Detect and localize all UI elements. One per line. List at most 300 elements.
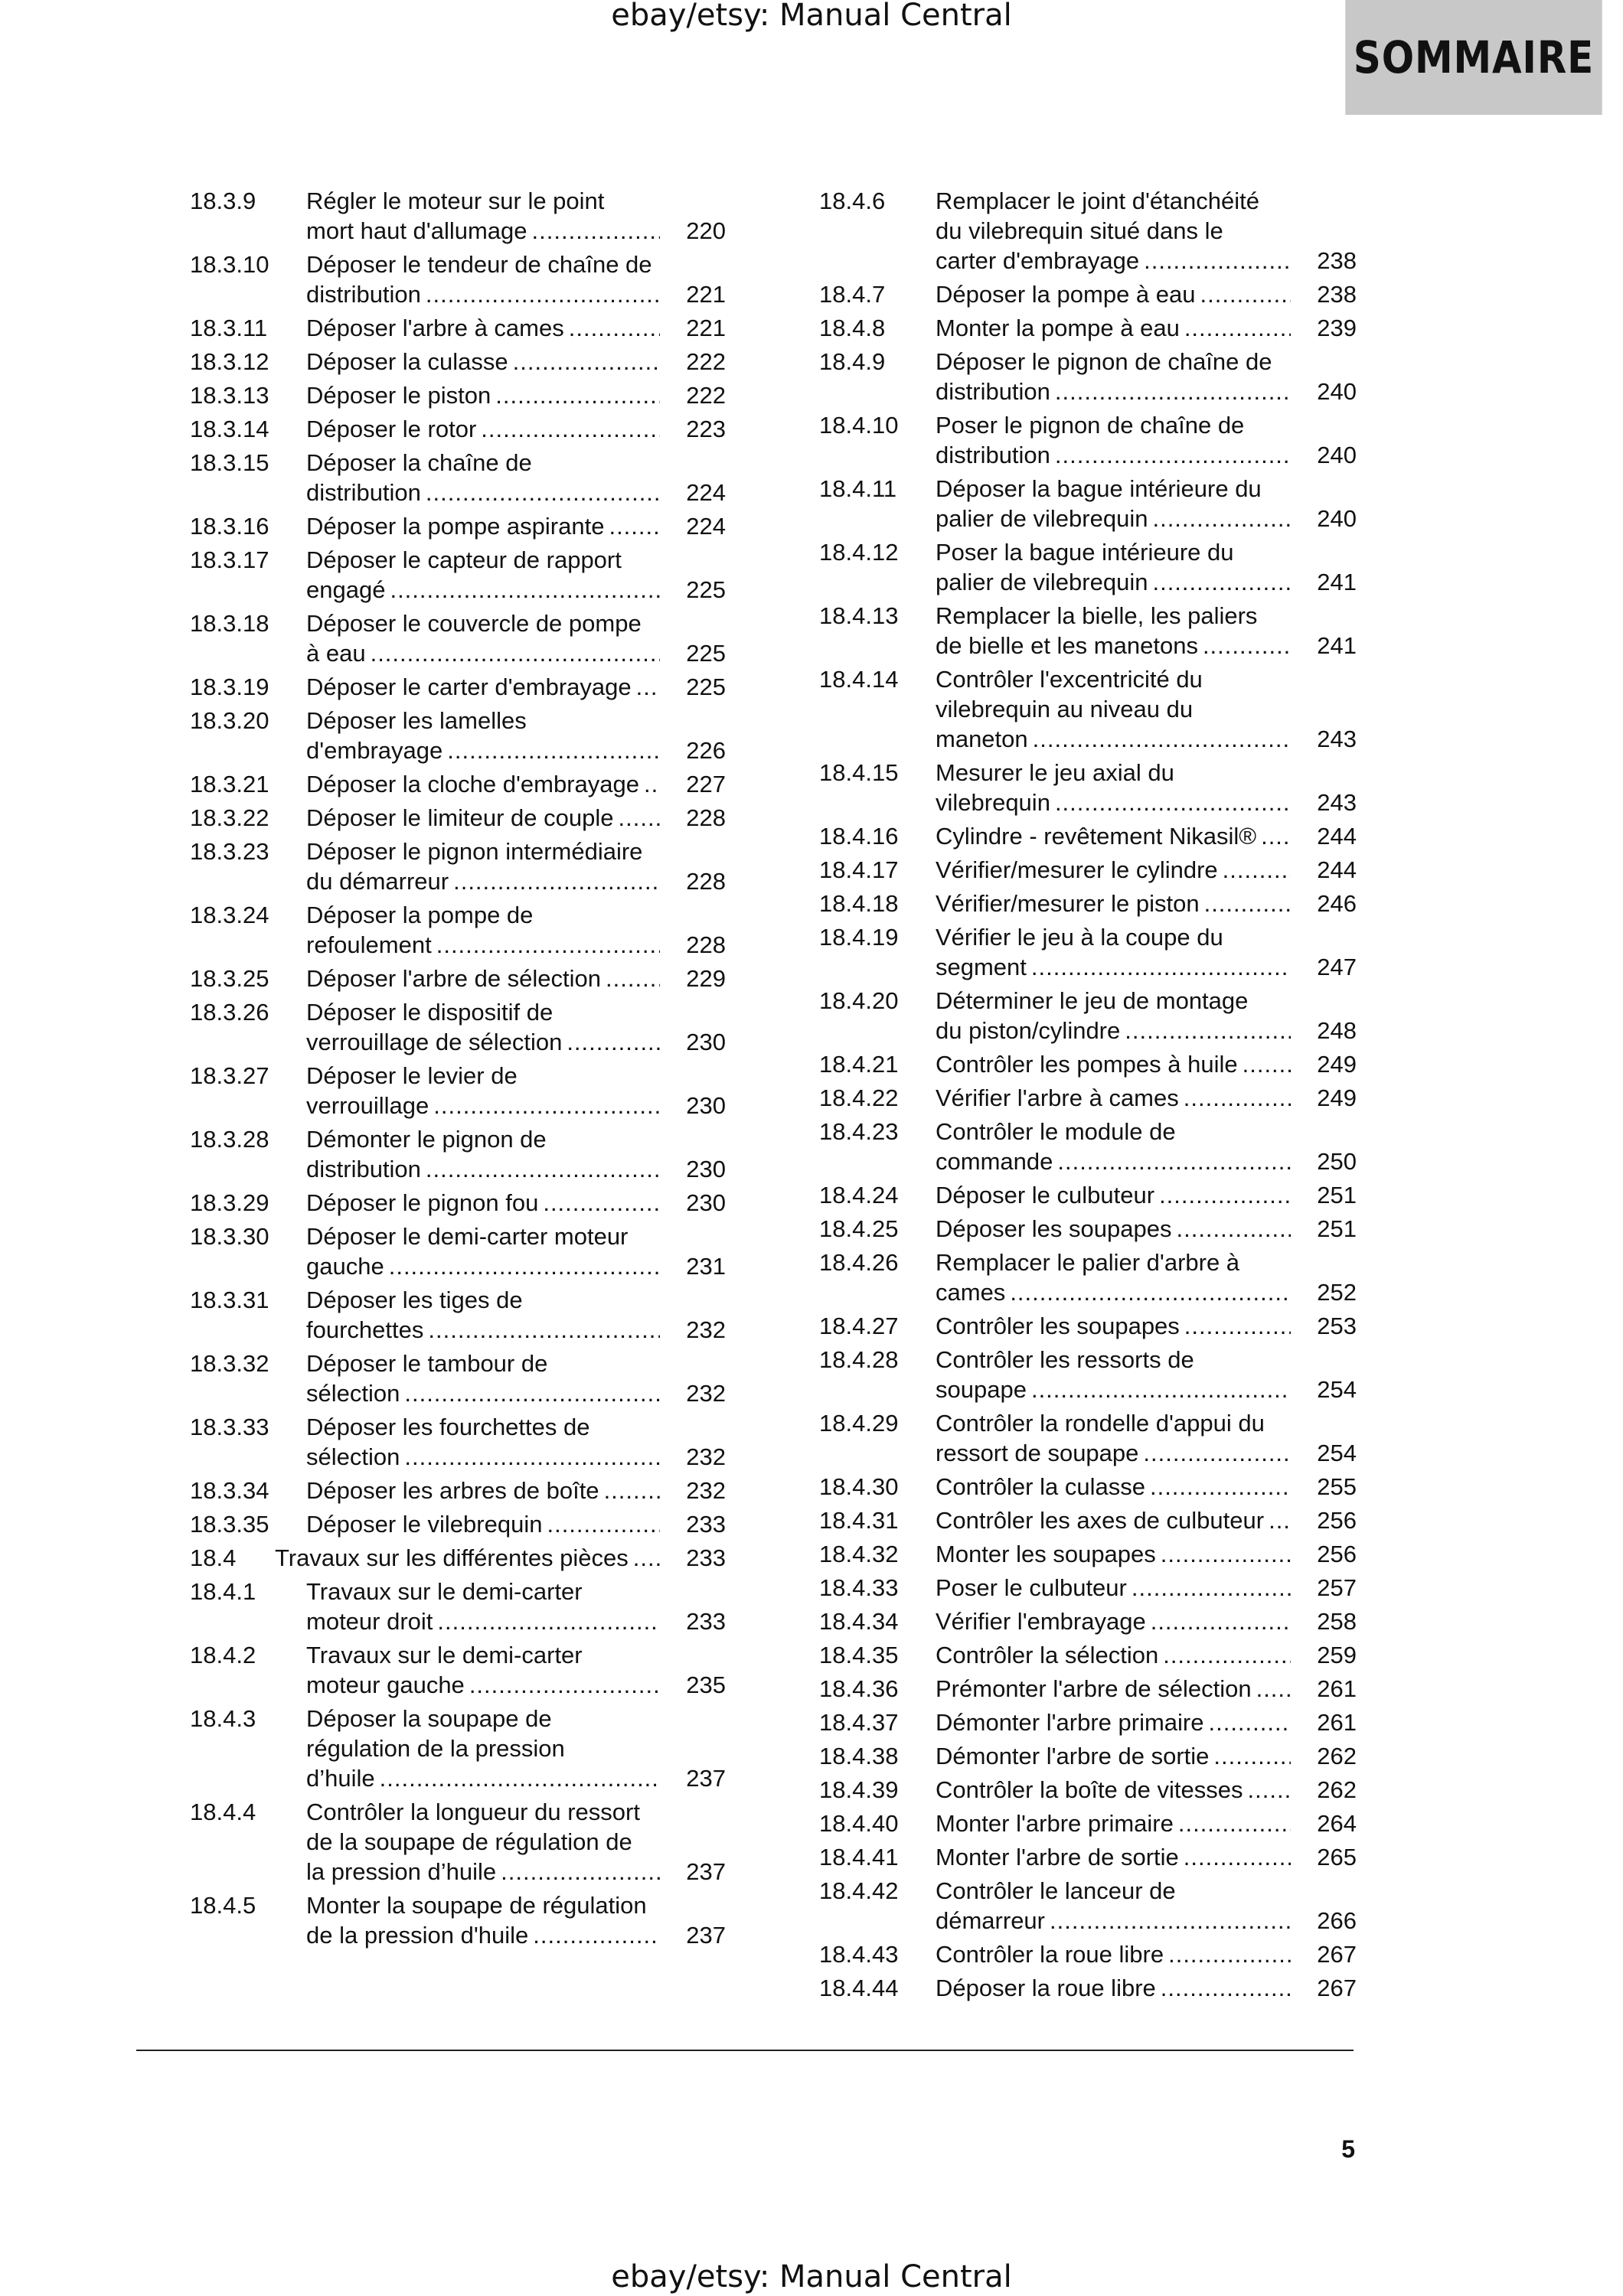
toc-entry[interactable]: [819, 1876, 1357, 1936]
toc-column-right: [819, 186, 1357, 2007]
toc-entry[interactable]: [190, 769, 726, 799]
toc-entry-title-line: [936, 1472, 1294, 1502]
toc-entry-title-line: Déposer les fourchettes de: [306, 1414, 590, 1440]
toc-entry-page: 233: [686, 1608, 726, 1635]
toc-entry-title: [936, 1247, 1357, 1307]
toc-entry-title-line: [936, 855, 1294, 885]
dot-leader: [426, 279, 660, 309]
toc-entry[interactable]: [190, 1577, 726, 1636]
toc-entry-title-line: [936, 567, 1294, 597]
toc-entry[interactable]: [190, 1640, 726, 1700]
toc-entry-title-text: d'embrayage: [306, 737, 443, 764]
toc-entry-title-line: [936, 1674, 1294, 1704]
toc-entry-number: 18.3.34: [190, 1477, 269, 1504]
toc-entry-title-line: [306, 930, 663, 960]
toc-entry-title: [936, 1049, 1357, 1079]
toc-entry-page: 232: [686, 1443, 726, 1470]
dot-leader: [1159, 1180, 1291, 1210]
dot-leader: [481, 414, 660, 444]
toc-entry[interactable]: [190, 672, 726, 702]
toc-entry-title-line: [306, 347, 663, 377]
toc-entry-number: 18.3.33: [190, 1414, 269, 1440]
toc-entry-title-text: Monter la pompe à eau: [936, 315, 1180, 341]
toc-entry-title-line: [306, 575, 663, 605]
toc-entry-title: [306, 448, 726, 507]
dot-leader: [1213, 1741, 1291, 1771]
toc-entry[interactable]: [190, 1412, 726, 1472]
toc-entry[interactable]: [190, 837, 726, 896]
toc-entry[interactable]: [190, 900, 726, 960]
toc-entry[interactable]: [819, 1842, 1357, 1872]
toc-entry-title: [936, 1345, 1357, 1404]
toc-entry-title: [306, 769, 726, 799]
toc-entry-title-line: Mesurer le jeu axial du: [936, 759, 1174, 786]
toc-entry-title-line: [936, 1311, 1294, 1341]
toc-entry-title: [936, 1939, 1357, 1969]
toc-entry-title-line: Remplacer la bielle, les paliers: [936, 602, 1258, 629]
dot-leader: [433, 1091, 660, 1120]
toc-entry-title-line: [936, 1775, 1294, 1805]
toc-entry-title: [936, 279, 1357, 309]
toc-entry-page: 248: [1317, 1017, 1357, 1044]
toc-entry[interactable]: [190, 1509, 726, 1539]
toc-entry-title: [306, 1577, 726, 1636]
toc-entry-number: 18.4.24: [819, 1182, 899, 1208]
toc-entry-title: [936, 758, 1357, 817]
dot-leader: [1055, 377, 1291, 406]
toc-entry-title-line: [936, 1707, 1294, 1737]
toc-entry-page: 256: [1317, 1541, 1357, 1567]
toc-entry-title-line: [936, 1741, 1294, 1771]
toc-entry-title-line: [306, 1154, 663, 1184]
toc-entry[interactable]: [190, 1476, 726, 1505]
toc-entry[interactable]: [819, 1640, 1357, 1670]
dot-leader: [1256, 1674, 1291, 1704]
toc-entry-number: 18.4.36: [819, 1675, 899, 1702]
dot-leader: [633, 1543, 660, 1573]
dot-leader: [501, 1857, 660, 1887]
toc-entry-title: [936, 1842, 1357, 1872]
toc-entry-title: [306, 249, 726, 309]
toc-entry-title-text: Déposer la roue libre: [936, 1975, 1156, 2001]
toc-entry-title: [936, 601, 1357, 660]
toc-entry[interactable]: [819, 1939, 1357, 1969]
toc-entry[interactable]: [190, 545, 726, 605]
toc-entry[interactable]: [190, 803, 726, 833]
toc-entry[interactable]: [819, 1741, 1357, 1771]
toc-entry-title-text: mort haut d'allumage: [306, 217, 527, 244]
toc-entry[interactable]: [190, 997, 726, 1057]
toc-entry-title: [306, 1890, 726, 1950]
toc-entry-title-line: [275, 1543, 663, 1573]
toc-entry-number: 18.4.8: [819, 315, 886, 341]
toc-entry[interactable]: [819, 758, 1357, 817]
toc-entry[interactable]: [819, 1311, 1357, 1341]
toc-entry-page: 229: [686, 965, 726, 992]
toc-entry-title-text: démarreur: [936, 1907, 1045, 1934]
toc-entry-number: 18.3.32: [190, 1350, 269, 1377]
toc-entry[interactable]: [190, 249, 726, 309]
toc-entry-title-line: [306, 1027, 663, 1057]
toc-entry-page: 265: [1317, 1844, 1357, 1870]
toc-entry-number: 18.4.26: [819, 1249, 899, 1276]
toc-entry-number: 18.4.22: [819, 1084, 899, 1111]
toc-entry-number: 18.3.15: [190, 449, 269, 476]
toc-entry-page: 264: [1317, 1810, 1357, 1837]
toc-entry-title: [936, 347, 1357, 406]
toc-entry-page: 240: [1317, 505, 1357, 532]
toc-entry[interactable]: [190, 414, 726, 444]
toc-entry-title-line: [306, 1920, 663, 1950]
toc-entry-title-line: [936, 1277, 1294, 1307]
toc-entry-number: 18.3.29: [190, 1189, 269, 1216]
toc-entry-title: [306, 1349, 726, 1408]
dot-leader: [469, 1670, 660, 1700]
toc-entry-title-line: Déposer les lamelles: [306, 707, 527, 734]
toc-entry-title-text: distribution: [936, 378, 1050, 405]
dot-leader: [606, 964, 660, 993]
toc-entry-page: 252: [1317, 1279, 1357, 1306]
toc-entry-number: 18.4.1: [190, 1578, 256, 1605]
toc-entry-number: 18.3.28: [190, 1126, 269, 1153]
toc-entry-number: 18.4.42: [819, 1877, 899, 1904]
toc-entry[interactable]: [819, 1573, 1357, 1603]
toc-entry-number: 18.3.22: [190, 804, 269, 831]
toc-entry-title-line: Contrôler les ressorts de: [936, 1346, 1194, 1373]
toc-entry-title-text: ressort de soupape: [936, 1440, 1139, 1466]
toc-entry-number: 18.4.7: [819, 281, 886, 308]
toc-entry[interactable]: [819, 279, 1357, 309]
toc-entry-title: [936, 1573, 1357, 1603]
toc-entry[interactable]: [819, 821, 1357, 851]
toc-entry-title-line: Déposer le dispositif de: [306, 999, 554, 1026]
toc-entry-title-line: [936, 313, 1294, 343]
toc-entry-title-line: [306, 1763, 663, 1793]
dot-leader: [436, 930, 660, 960]
toc-entry-title-line: Contrôler la rondelle d'appui du: [936, 1410, 1265, 1437]
dot-leader: [1010, 1277, 1291, 1307]
toc-entry[interactable]: [819, 474, 1357, 533]
toc-entry[interactable]: [819, 986, 1357, 1045]
toc-entry[interactable]: [190, 1188, 726, 1218]
toc-entry-title-line: [936, 1573, 1294, 1603]
toc-entry[interactable]: [190, 1890, 726, 1950]
dot-leader: [644, 769, 660, 799]
toc-entry-page: 237: [686, 1765, 726, 1792]
toc-entry-number: 18.4.33: [819, 1574, 899, 1601]
toc-entry[interactable]: [819, 1808, 1357, 1838]
toc-entry[interactable]: [190, 1349, 726, 1408]
toc-entry[interactable]: [819, 1775, 1357, 1805]
toc-entry-number: 18.4: [190, 1544, 237, 1571]
toc-entry[interactable]: [190, 964, 726, 993]
toc-entry-title-text: carter d'embrayage: [936, 247, 1140, 274]
dot-leader: [404, 1378, 660, 1408]
toc-entry-number: 18.3.26: [190, 999, 269, 1026]
toc-entry-title-line: Déposer le couvercle de pompe: [306, 610, 642, 637]
toc-entry-number: 18.4.21: [819, 1051, 899, 1078]
toc-entry-title-line: Monter la soupape de régulation: [306, 1892, 647, 1919]
dot-leader: [543, 1188, 660, 1218]
toc-entry-title-text: Démonter l'arbre de sortie: [936, 1743, 1210, 1769]
toc-entry-number: 18.4.19: [819, 924, 899, 951]
toc-entry[interactable]: [190, 1124, 726, 1184]
toc-entry-number: 18.3.24: [190, 902, 269, 928]
toc-entry-number: 18.4.40: [819, 1810, 899, 1837]
dot-leader: [533, 1920, 660, 1950]
toc-entry-number: 18.3.9: [190, 188, 256, 214]
toc-entry-number: 18.4.37: [819, 1709, 899, 1736]
toc-entry-title-text: Travaux sur les différentes pièces: [275, 1544, 629, 1571]
dot-leader: [609, 511, 660, 541]
toc-entry-title: [936, 1311, 1357, 1341]
toc-entry-page: 267: [1317, 1941, 1357, 1968]
toc-entry-title: [936, 1539, 1357, 1569]
toc-entry-title-line: [306, 1857, 663, 1887]
dot-leader: [437, 1606, 660, 1636]
toc-entry-page: 253: [1317, 1313, 1357, 1339]
toc-entry[interactable]: [819, 1117, 1357, 1176]
toc-entry-title-line: [306, 313, 663, 343]
toc-entry-title-text: verrouillage: [306, 1092, 429, 1119]
toc-entry-number: 18.4.5: [190, 1892, 256, 1919]
toc-entry[interactable]: [190, 1543, 726, 1573]
toc-entry-title-text: Monter les soupapes: [936, 1541, 1156, 1567]
toc-entry[interactable]: [819, 1472, 1357, 1502]
toc-entry-title-line: Remplacer le palier d'arbre à: [936, 1249, 1240, 1276]
toc-entry-title-text: Contrôler la roue libre: [936, 1941, 1164, 1968]
toc-entry-title-line: [936, 1505, 1294, 1535]
toc-entry[interactable]: [819, 1345, 1357, 1404]
toc-entry[interactable]: [819, 347, 1357, 406]
toc-entry-number: 18.4.43: [819, 1941, 899, 1968]
toc-entry-title-line: [936, 1438, 1294, 1468]
toc-entry[interactable]: [190, 1704, 726, 1793]
toc-entry-title-text: moteur droit: [306, 1608, 433, 1635]
toc-entry-title-line: [936, 724, 1294, 754]
toc-entry-title-text: cames: [936, 1279, 1006, 1306]
toc-entry-page: 230: [686, 1156, 726, 1182]
toc-entry-title: [936, 537, 1357, 597]
dot-leader: [619, 803, 661, 833]
dot-leader: [495, 380, 660, 410]
dot-leader: [390, 575, 660, 605]
dot-leader: [513, 347, 660, 377]
toc-entry[interactable]: [190, 313, 726, 343]
toc-entry-title-text: fourchettes: [306, 1316, 424, 1343]
toc-entry-number: 18.4.35: [819, 1642, 899, 1668]
toc-entry-title-line: [306, 414, 663, 444]
toc-entry-title-text: moteur gauche: [306, 1671, 465, 1698]
toc-entry-page: 259: [1317, 1642, 1357, 1668]
toc-entry-page: 232: [686, 1380, 726, 1407]
toc-entry-title-line: [936, 1640, 1294, 1670]
dot-leader: [447, 735, 660, 765]
toc-entry-title: [936, 821, 1357, 851]
toc-entry[interactable]: [819, 537, 1357, 597]
toc-entry[interactable]: [190, 1797, 726, 1887]
toc-entry-page: 247: [1317, 954, 1357, 980]
toc-entry[interactable]: [819, 1539, 1357, 1569]
toc-entry-title-line: Régler le moteur sur le point: [306, 188, 605, 214]
toc-entry[interactable]: [819, 1973, 1357, 2003]
toc-entry-page: 254: [1317, 1440, 1357, 1466]
toc-entry-title-text: Monter l'arbre de sortie: [936, 1844, 1179, 1870]
header-watermark: ebay/etsy: Manual Central: [611, 0, 1012, 33]
toc-entry[interactable]: [819, 1180, 1357, 1210]
toc-entry-title-line: [306, 478, 663, 507]
toc-entry-number: 18.4.20: [819, 987, 899, 1014]
toc-entry[interactable]: [819, 601, 1357, 660]
toc-entry-title-line: [306, 216, 663, 246]
toc-entry-title-line: [936, 1842, 1294, 1872]
toc-entry-title-line: [306, 964, 663, 993]
toc-entry-title: [306, 313, 726, 343]
toc-entry-page: 261: [1317, 1709, 1357, 1736]
toc-entry[interactable]: [190, 511, 726, 541]
toc-entry-page: 228: [686, 931, 726, 958]
toc-entry[interactable]: [819, 410, 1357, 470]
dot-leader: [389, 1251, 660, 1281]
toc-entry-title: [306, 900, 726, 960]
toc-entry-title-line: [306, 1509, 663, 1539]
dot-leader: [371, 638, 660, 668]
toc-entry-title-line: [936, 788, 1294, 817]
toc-entry[interactable]: [819, 1214, 1357, 1244]
toc-entry-page: 256: [1317, 1507, 1357, 1534]
toc-entry[interactable]: [819, 1707, 1357, 1737]
toc-entry-number: 18.3.23: [190, 838, 269, 865]
toc-entry-title-line: [936, 279, 1294, 309]
toc-entry[interactable]: [819, 922, 1357, 982]
toc-entry-page: 221: [686, 281, 726, 308]
toc-entry-title: [936, 186, 1357, 276]
toc-entry-title-text: Vérifier l'embrayage: [936, 1608, 1146, 1635]
toc-entry-number: 18.4.10: [819, 412, 899, 439]
toc-entry-title: [936, 1606, 1357, 1636]
toc-entry-title-line: [936, 1180, 1294, 1210]
toc-entry-title-text: Déposer les soupapes: [936, 1215, 1172, 1242]
toc-entry[interactable]: [819, 1674, 1357, 1704]
toc-entry-page: 225: [686, 576, 726, 603]
toc-entry-title: [306, 997, 726, 1057]
footer-divider: [136, 2050, 1354, 2051]
toc-entry-title: [306, 837, 726, 896]
toc-entry-title-line: Contrôler la longueur du ressort: [306, 1799, 640, 1825]
toc-entry-page: 251: [1317, 1215, 1357, 1242]
dot-leader: [1152, 567, 1291, 597]
toc-entry-title-text: Contrôler les soupapes: [936, 1313, 1180, 1339]
toc-entry-title-line: [306, 866, 663, 896]
toc-entry-title-line: [936, 1539, 1294, 1569]
dot-leader: [1055, 440, 1291, 470]
toc-entry-title-line: Déposer le levier de: [306, 1062, 518, 1089]
toc-entry-title-text: Déposer la pompe aspirante: [306, 513, 605, 540]
toc-entry-title-text: gauche: [306, 1253, 384, 1280]
toc-entry[interactable]: [819, 1606, 1357, 1636]
dot-leader: [1200, 279, 1291, 309]
toc-entry[interactable]: [190, 380, 726, 410]
toc-entry-title: [936, 986, 1357, 1045]
toc-entry[interactable]: [819, 1247, 1357, 1307]
toc-entry-number: 18.3.12: [190, 348, 269, 375]
toc-entry[interactable]: [190, 347, 726, 377]
toc-entry[interactable]: [190, 1061, 726, 1120]
toc-entry-title-text: Contrôler la culasse: [936, 1473, 1145, 1500]
toc-entry-title-line: vilebrequin au niveau du: [936, 696, 1194, 722]
toc-entry-number: 18.4.31: [819, 1507, 899, 1534]
toc-entry[interactable]: [190, 448, 726, 507]
toc-entry-page: 230: [686, 1189, 726, 1216]
toc-entry-title-line: [936, 1146, 1294, 1176]
toc-entry[interactable]: [190, 1285, 726, 1345]
toc-entry-number: 18.4.30: [819, 1473, 899, 1500]
toc-entry[interactable]: [819, 1505, 1357, 1535]
toc-entry-title-text: Déposer le culbuteur: [936, 1182, 1155, 1208]
toc-entry[interactable]: [819, 313, 1357, 343]
dot-leader: [1243, 1049, 1291, 1079]
toc-entry-title-text: Vérifier l'arbre à cames: [936, 1084, 1179, 1111]
toc-entry-page: 227: [686, 771, 726, 797]
toc-entry-title-line: [936, 1214, 1294, 1244]
toc-entry-title-line: [306, 672, 663, 702]
toc-entry[interactable]: [819, 889, 1357, 918]
toc-entry[interactable]: [190, 608, 726, 668]
dot-leader: [1152, 504, 1291, 533]
toc-entry-title-line: [306, 1670, 663, 1700]
toc-entry[interactable]: [819, 1083, 1357, 1113]
toc-entry-number: 18.4.29: [819, 1410, 899, 1437]
dot-leader: [1150, 1472, 1291, 1502]
dot-leader: [1057, 1146, 1291, 1176]
toc-entry[interactable]: [190, 706, 726, 765]
toc-entry-page: 224: [686, 479, 726, 506]
toc-entry[interactable]: [819, 855, 1357, 885]
toc-entry-title: [936, 313, 1357, 343]
dot-leader: [428, 1315, 660, 1345]
toc-entry[interactable]: [819, 1408, 1357, 1468]
toc-entry-number: 18.3.18: [190, 610, 269, 637]
toc-entry[interactable]: [190, 1221, 726, 1281]
toc-entry-title: [936, 1674, 1357, 1704]
dot-leader: [453, 866, 660, 896]
toc-entry-number: 18.3.14: [190, 416, 269, 442]
toc-entry-title: [936, 1214, 1357, 1244]
toc-entry-title-line: [936, 1906, 1294, 1936]
toc-entry-title: [306, 186, 726, 246]
dot-leader: [404, 1442, 660, 1472]
toc-entry-title-text: Prémonter l'arbre de sélection: [936, 1675, 1252, 1702]
toc-entry-title: [936, 1083, 1357, 1113]
toc-entry[interactable]: [190, 186, 726, 246]
toc-entry-title-line: [936, 821, 1294, 851]
toc-entry[interactable]: [819, 186, 1357, 276]
toc-entry-title-line: [306, 380, 663, 410]
toc-entry-title-text: Déposer la culasse: [306, 348, 508, 375]
toc-entry-title: [306, 964, 726, 993]
dot-leader: [1269, 1505, 1291, 1535]
toc-entry[interactable]: [819, 1049, 1357, 1079]
toc-entry-title-text: refoulement: [306, 931, 432, 958]
toc-entry-title: [936, 1117, 1357, 1176]
toc-entry-page: 255: [1317, 1473, 1357, 1500]
toc-entry-page: 231: [686, 1253, 726, 1280]
toc-entry-title-line: [306, 279, 663, 309]
toc-entry[interactable]: [819, 664, 1357, 754]
toc-entry-title-text: de bielle et les manetons: [936, 632, 1198, 659]
toc-entry-page: 225: [686, 673, 726, 700]
toc-entry-title-line: [936, 1808, 1294, 1838]
